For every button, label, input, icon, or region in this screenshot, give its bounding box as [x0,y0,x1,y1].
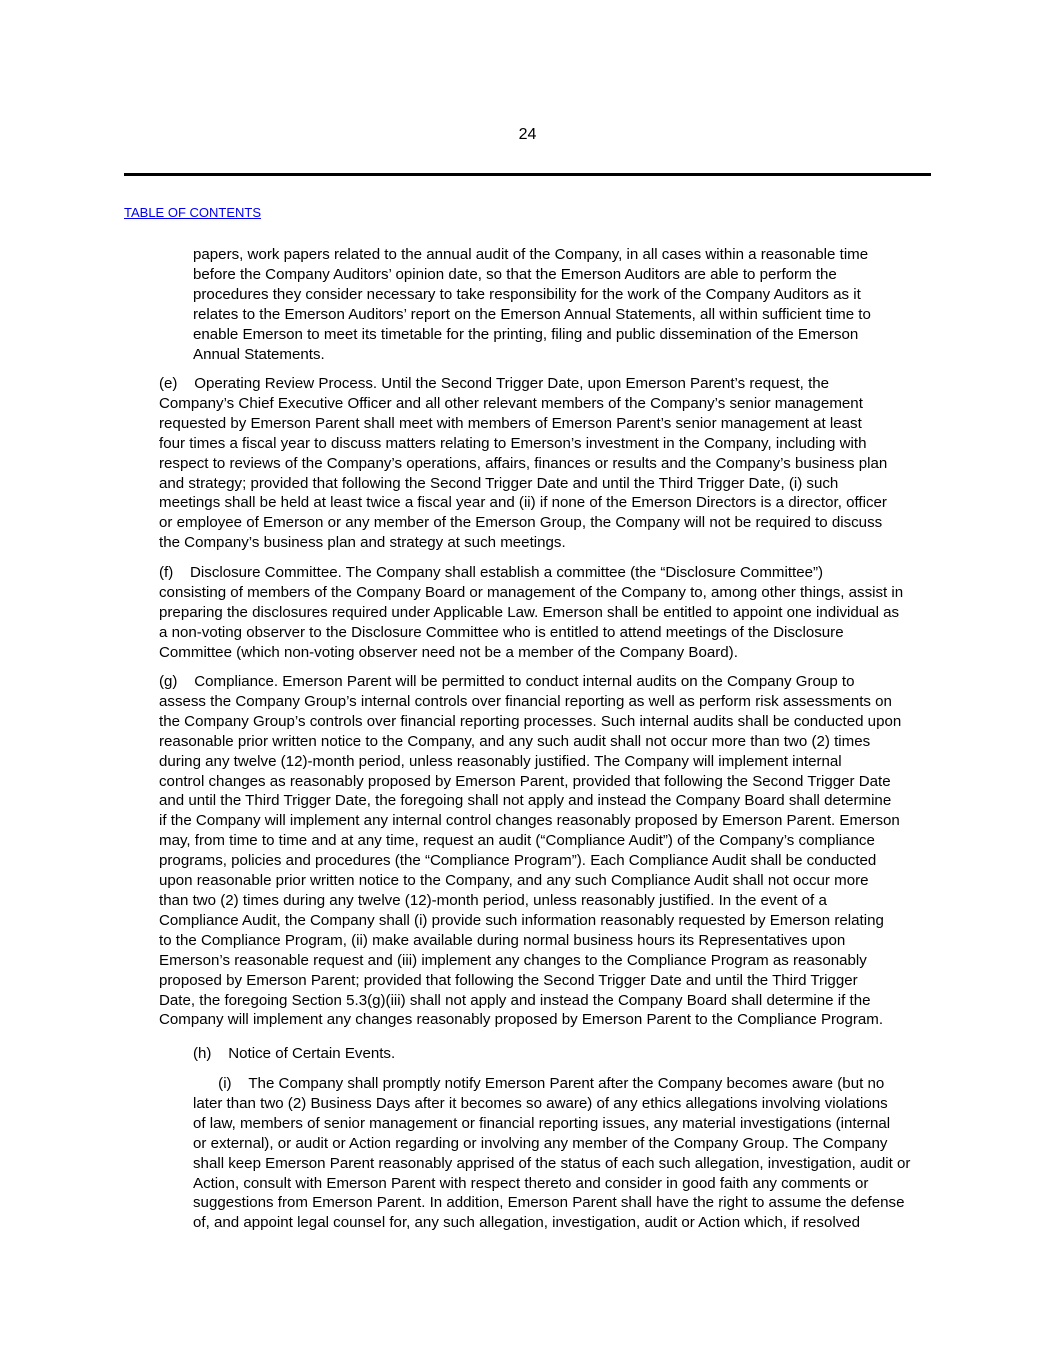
header-divider [124,173,931,176]
text-line: relates to the Emerson Auditors’ report on the Emerson Annual Statements, all within sufficient time to [193,305,871,323]
text-line: or employee of Emerson or any member of the Emerson Group, the Company will not be required to discuss [159,514,883,532]
text-line: suggestions from Emerson Parent. In addition, Emerson Parent shall have the right to assume the defense [193,1194,905,1212]
text-line: or external), or audit or Action regarding or involving any member of the Company Group. The Company [193,1134,888,1152]
text-line: of law, members of senior management or financial reporting issues, any material investigations (internal [193,1114,891,1132]
text-line: Action, consult with Emerson Parent with respect thereto and consider in good faith any comments or [193,1174,869,1192]
text-line: before the Company Auditors’ opinion date, so that the Emerson Auditors are able to perform the [193,265,837,283]
text-line: the Company’s business plan and strategy at such meetings. [159,534,566,552]
paragraph-h-notice [193,1044,395,1064]
text-line: and strategy; provided that following the Second Trigger Date and until the Third Trigger Date, (i) such [159,474,839,492]
paragraph-g-compliance [159,672,901,1030]
text-line: later than two (2) Business Days after it becomes so aware) of any ethics allegations involving violations [193,1094,888,1112]
text-line: enable Emerson to meet its timetable for the printing, filing and public dissemination of the Emerson [193,325,859,343]
text-line: Date, the foregoing Section 5.3(g)(iii) shall not apply and instead the Company Board shall determine if the [159,991,871,1009]
text-line: procedures they consider necessary to take responsibility for the work of the Company Auditors as it [193,285,861,303]
text-line: preparing the disclosures required under Applicable Law. Emerson shall be entitled to appoint one individual as [159,603,900,621]
text-line: (h) Notice of Certain Events. [193,1045,396,1062]
text-line: (g) Compliance. Emerson Parent will be permitted to conduct internal audits on the Company Group to [159,673,855,690]
text-line: during any twelve (12)-month period, unless reasonably justified. The Company will implement internal [159,752,842,770]
text-line: if the Company will implement any internal control changes reasonably proposed by Emerson Parent. Emerson [159,812,900,830]
text-line: programs, policies and procedures (the “Compliance Program”). Each Compliance Audit shall be conducted [159,852,877,870]
text-line: Company’s Chief Executive Officer and all other relevant members of the Company’s senior management [159,394,863,412]
text-line: Committee (which non-voting observer need not be a member of the Company Board). [159,643,738,661]
text-line: shall keep Emerson Parent reasonably apprised of the status of each such allegation, investigation, audit or [193,1154,911,1172]
paragraph-i-ethics-notification [193,1074,910,1233]
text-line: of, and appoint legal counsel for, any such allegation, investigation, audit or Action which, if resolved [193,1214,861,1232]
text-line: control changes as reasonably proposed by Emerson Parent, provided that following the Second Trigger Date [159,772,891,790]
text-line: Emerson’s reasonable request and (iii) implement any changes to the Compliance Program as reasonably [159,951,867,969]
text-line: Company will implement any changes reasonably proposed by Emerson Parent to the Compliance Program. [159,1011,884,1029]
text-line: a non-voting observer to the Disclosure Committee who is entitled to attend meetings of the Disclosure [159,623,844,641]
text-line: to the Compliance Program, (ii) make available during normal business hours its Representatives upon [159,931,846,949]
text-line: (f) Disclosure Committee. The Company shall establish a committee (the “Disclosure Committee”) [159,564,824,581]
text-line: papers, work papers related to the annual audit of the Company, in all cases within a reasonable time [193,246,869,263]
text-line: and until the Third Trigger Date, the foregoing shall not apply and instead the Company Board shall determine [159,792,892,810]
text-line: Annual Statements. [193,345,325,363]
text-line: (e) Operating Review Process. Until the Second Trigger Date, upon Emerson Parent’s request, the [159,375,830,392]
text-line: reasonable prior written notice to the Company, and any such audit shall not occur more than two (2) times [159,732,871,750]
paragraph-e-operating-review [159,374,887,553]
text-line: assess the Company Group’s internal controls over financial reporting as well as perform risk assessments on [159,692,892,710]
text-line: meetings shall be held at least twice a fiscal year and (ii) if none of the Emerson Directors is a director, officer [159,494,887,512]
text-line: may, from time to time and at any time, request an audit (“Compliance Audit”) of the Company’s compliance [159,832,875,850]
text-line: than two (2) times during any twelve (12)-month period, unless reasonably justified. In the event of a [159,891,827,909]
text-line: respect to reviews of the Company’s operations, affairs, finances or results and the Company’s business plan [159,454,888,472]
text-line: (i) The Company shall promptly notify Emerson Parent after the Company becomes aware (but no [193,1075,885,1092]
text-line: four times a fiscal year to discuss matters relating to Emerson’s investment in the Company, including with [159,434,867,452]
text-line: the Company Group’s controls over financial reporting processes. Such internal audits shall be conducted upon [159,712,902,730]
text-line: requested by Emerson Parent shall meet with members of Emerson Parent’s senior management at least [159,414,862,432]
text-line: Compliance Audit, the Company shall (i) provide such information reasonably requested by Emerson relating [159,911,884,929]
text-line: consisting of members of the Company Board or management of the Company to, among other things, assist in [159,583,904,601]
paragraph-continuation [193,245,871,364]
text-line: upon reasonable prior written notice to the Company, and any such Compliance Audit shall not occur more [159,872,869,890]
paragraph-f-disclosure-committee [159,563,903,663]
text-line: proposed by Emerson Parent; provided that following the Second Trigger Date and until the Third Trigger [159,971,858,989]
table-of-contents-link[interactable]: TABLE OF CONTENTS [124,205,261,220]
page-number: 24 [518,126,537,143]
